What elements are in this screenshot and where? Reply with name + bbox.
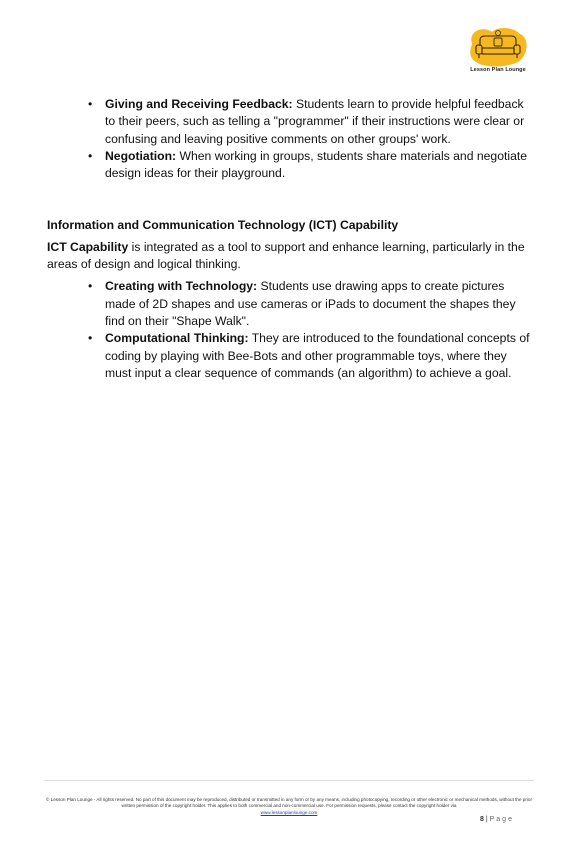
logo-text: Lesson Plan Lounge <box>470 67 526 73</box>
section-title: Information and Communication Technology (ICT) Capability <box>47 218 399 233</box>
list-item-term: Negotiation: <box>105 148 177 163</box>
footer-divider <box>44 780 534 781</box>
bullet-icon: • <box>88 148 93 163</box>
ict-list <box>47 278 535 382</box>
bullet-icon: • <box>88 331 93 346</box>
page-number <box>480 816 540 823</box>
page-separator: | <box>483 816 490 823</box>
feedback-list <box>47 96 535 182</box>
couch-logo-icon <box>462 24 534 68</box>
list-item-text: They are introduced to the foundational concepts of coding by playing with Bee-Bots and other programmable toys, where they must input a clear sequence of commands (an algorithm) to achieve a goal. <box>105 331 530 380</box>
list-item-term: Giving and Receiving Feedback: <box>105 97 293 111</box>
list-item <box>47 330 535 382</box>
list-item-text: Students learn to provide helpful feedback to their peers, such as telling a "programmer" if their instructions were clear or confusing and leaving positive comments on other groups' work. <box>105 97 525 146</box>
copyright-text: © Lesson Plan Lounge - All rights reserved. No part of this document may be reproduced, distributed or transmitted in any form or by any means, including photocopying, recording or other electronic or mechanical methods, without the prior written permission of the copyright holder. This applies to both commercial and non-commercial use. For permission requests, please contact the copyright holder via <box>46 797 532 809</box>
page-content <box>47 96 535 382</box>
list-item-text: When working in groups, students share materials and negotiate design ideas for their playground. <box>105 148 528 181</box>
list-item-term: Creating with Technology: <box>105 279 258 294</box>
logo <box>462 24 534 80</box>
page-number-value: 8 <box>480 816 484 823</box>
list-item <box>47 148 535 183</box>
bullet-icon: • <box>88 279 93 294</box>
intro-term: ICT Capability <box>47 239 129 254</box>
list-item <box>47 278 535 330</box>
intro-text: is integrated as a tool to support and enhance learning, particularly in the areas of design and logical thinking. <box>47 239 525 272</box>
list-item-text: Students use drawing apps to create pictures made of 2D shapes and use cameras or iPads to document the shapes they find on their "Shape Walk". <box>105 279 516 328</box>
footer-copyright <box>40 797 538 816</box>
list-item <box>47 96 535 148</box>
intro-paragraph <box>47 239 535 274</box>
list-item-term: Computational Thinking: <box>105 331 249 346</box>
website-link[interactable]: www.lessonplanlounge.com <box>260 809 318 815</box>
bullet-icon: • <box>88 97 93 111</box>
page-label: Page <box>489 816 514 823</box>
